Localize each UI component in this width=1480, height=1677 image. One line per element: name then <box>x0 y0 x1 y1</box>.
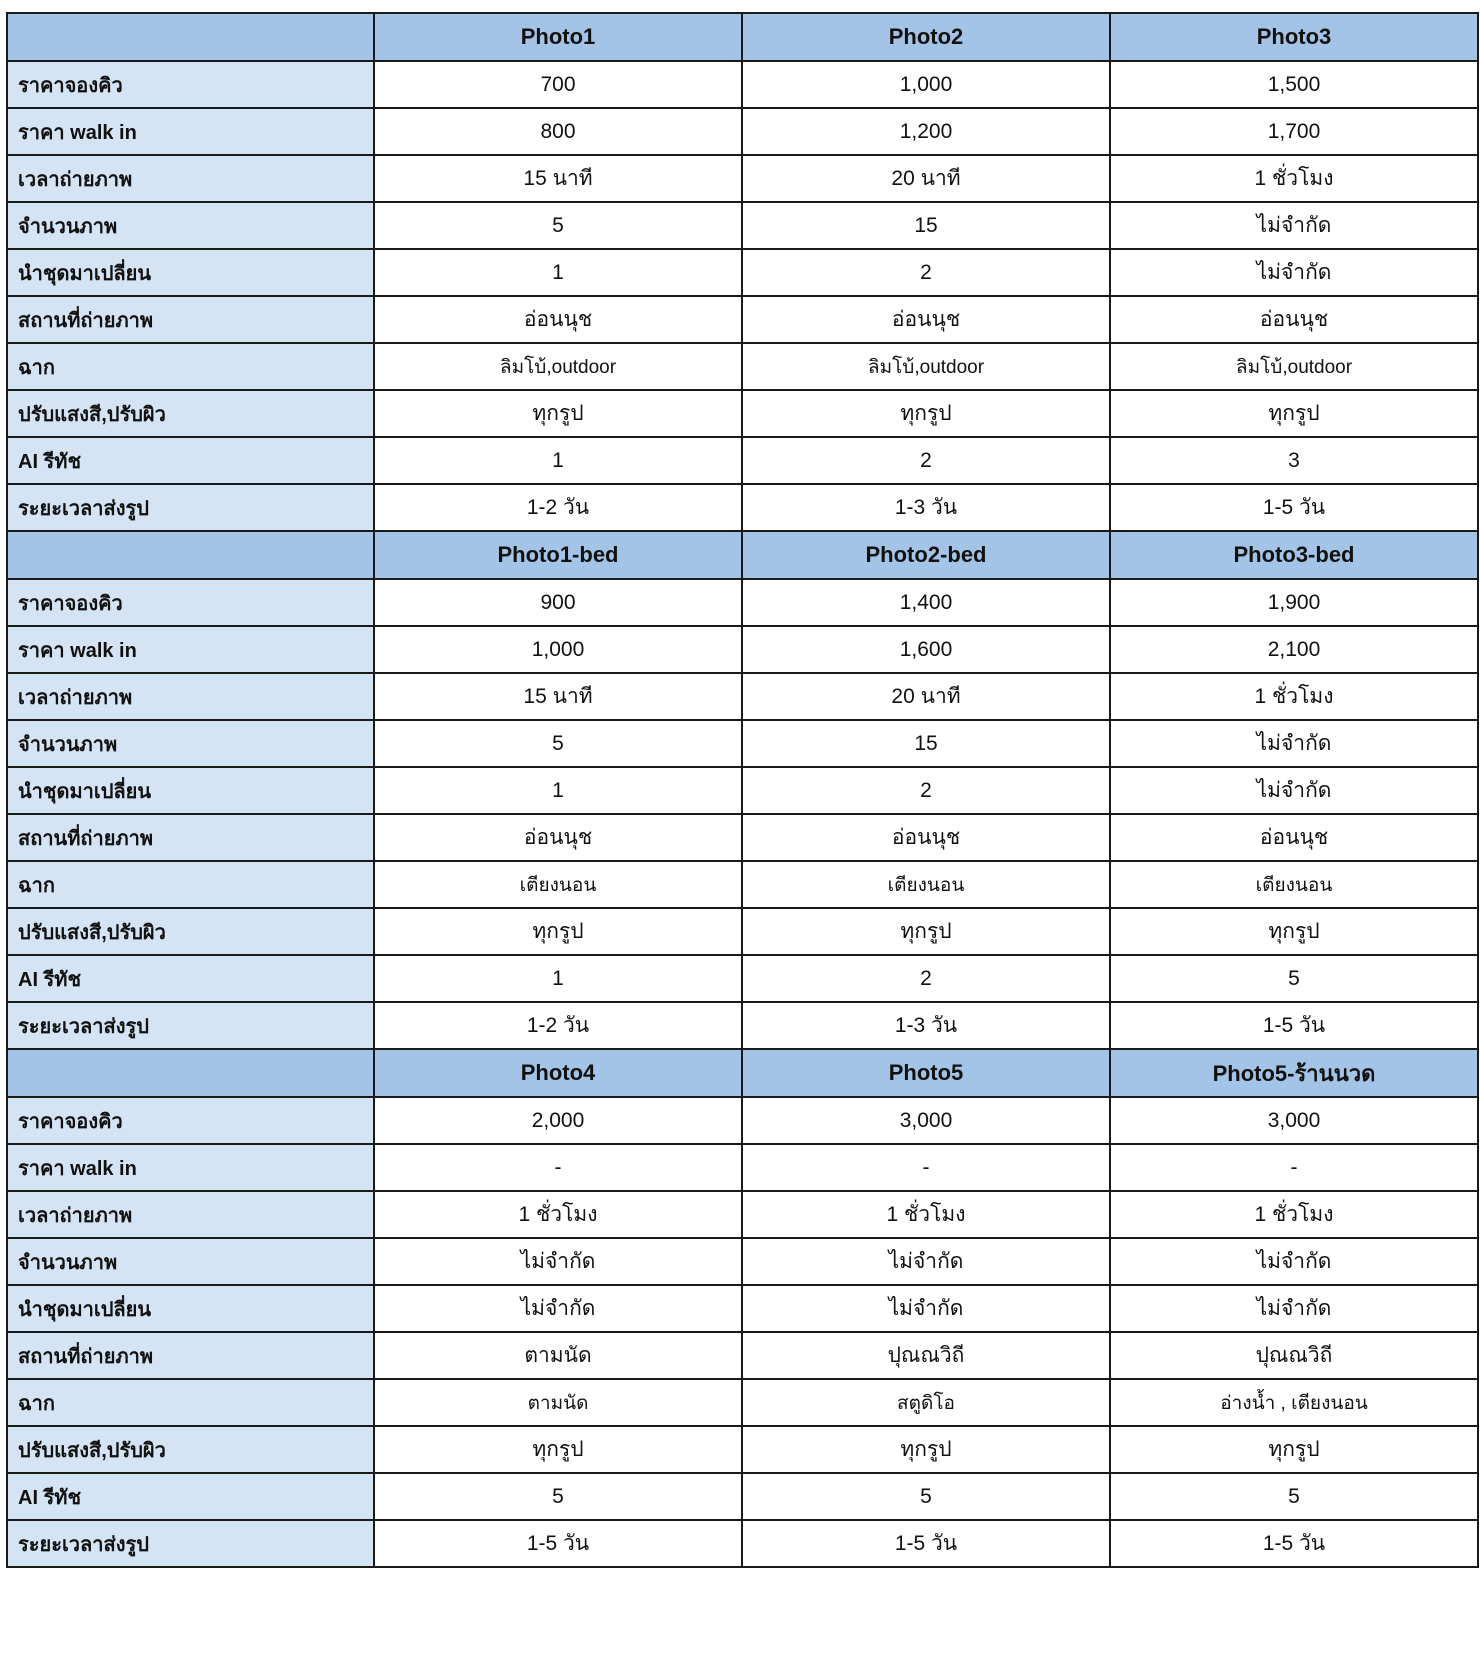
table-cell: 1-3 วัน <box>742 484 1110 531</box>
package-header-row <box>7 1049 1478 1097</box>
package-header-row <box>7 13 1478 61</box>
table-cell: ทุกรูป <box>1110 908 1478 955</box>
row-label: ระยะเวลาส่งรูป <box>7 1002 374 1049</box>
table-row <box>7 1520 1478 1567</box>
table-cell: ตามนัด <box>374 1379 742 1426</box>
table-cell: 1 ชั่วโมง <box>1110 673 1478 720</box>
row-label: ระยะเวลาส่งรูป <box>7 1520 374 1567</box>
header-corner-cell <box>7 13 374 61</box>
table-cell: ทุกรูป <box>374 1426 742 1473</box>
pricing-table <box>6 12 1479 1568</box>
row-label: นำชุดมาเปลี่ยน <box>7 767 374 814</box>
table-cell: 800 <box>374 108 742 155</box>
row-label: AI รีทัช <box>7 437 374 484</box>
table-cell: อ่อนนุช <box>374 296 742 343</box>
table-cell: 1,400 <box>742 579 1110 626</box>
package-name-header: Photo3-bed <box>1110 531 1478 579</box>
row-label: นำชุดมาเปลี่ยน <box>7 249 374 296</box>
table-row <box>7 108 1478 155</box>
table-row <box>7 202 1478 249</box>
table-cell: ปุณณวิถี <box>742 1332 1110 1379</box>
package-name-header: Photo1 <box>374 13 742 61</box>
table-cell: 2,100 <box>1110 626 1478 673</box>
table-row <box>7 1238 1478 1285</box>
row-label: AI รีทัช <box>7 1473 374 1520</box>
table-cell: 5 <box>374 1473 742 1520</box>
table-cell: ไม่จำกัด <box>742 1238 1110 1285</box>
table-cell: 1,900 <box>1110 579 1478 626</box>
row-label: ระยะเวลาส่งรูป <box>7 484 374 531</box>
row-label: AI รีทัช <box>7 955 374 1002</box>
package-header-row <box>7 531 1478 579</box>
table-cell: ไม่จำกัด <box>1110 1238 1478 1285</box>
package-name-header: Photo4 <box>374 1049 742 1097</box>
table-cell: ทุกรูป <box>1110 1426 1478 1473</box>
table-row <box>7 1191 1478 1238</box>
table-cell: ลิมโบ้,outdoor <box>742 343 1110 390</box>
table-cell: 1,500 <box>1110 61 1478 108</box>
table-cell: - <box>1110 1144 1478 1191</box>
table-cell: 1 ชั่วโมง <box>1110 1191 1478 1238</box>
pricing-table-container <box>6 12 1477 1568</box>
table-cell: ไม่จำกัด <box>374 1285 742 1332</box>
table-cell: อ่อนนุช <box>1110 814 1478 861</box>
table-row <box>7 720 1478 767</box>
table-cell: 1,000 <box>374 626 742 673</box>
package-name-header: Photo2-bed <box>742 531 1110 579</box>
table-cell: 1 <box>374 955 742 1002</box>
table-row <box>7 390 1478 437</box>
package-name-header: Photo1-bed <box>374 531 742 579</box>
table-cell: เตียงนอน <box>1110 861 1478 908</box>
table-cell: 1-3 วัน <box>742 1002 1110 1049</box>
table-cell: 1 <box>374 767 742 814</box>
table-row <box>7 249 1478 296</box>
table-cell: 3,000 <box>1110 1097 1478 1144</box>
table-cell: ตามนัด <box>374 1332 742 1379</box>
row-label: เวลาถ่ายภาพ <box>7 155 374 202</box>
table-row <box>7 1097 1478 1144</box>
table-cell: 900 <box>374 579 742 626</box>
row-label: ราคาจองคิว <box>7 1097 374 1144</box>
table-row <box>7 767 1478 814</box>
table-cell: ไม่จำกัด <box>742 1285 1110 1332</box>
table-cell: 1-5 วัน <box>1110 1520 1478 1567</box>
table-cell: 20 นาที <box>742 155 1110 202</box>
table-cell: 5 <box>1110 955 1478 1002</box>
table-row <box>7 343 1478 390</box>
table-cell: 1 ชั่วโมง <box>742 1191 1110 1238</box>
table-row <box>7 484 1478 531</box>
package-name-header: Photo5-ร้านนวด <box>1110 1049 1478 1097</box>
table-cell: 1-5 วัน <box>742 1520 1110 1567</box>
table-row <box>7 1426 1478 1473</box>
table-cell: 2 <box>742 249 1110 296</box>
row-label: สถานที่ถ่ายภาพ <box>7 814 374 861</box>
table-row <box>7 579 1478 626</box>
row-label: ราคา walk in <box>7 626 374 673</box>
row-label: เวลาถ่ายภาพ <box>7 673 374 720</box>
row-label: จำนวนภาพ <box>7 720 374 767</box>
row-label: จำนวนภาพ <box>7 1238 374 1285</box>
table-row <box>7 626 1478 673</box>
row-label: ปรับแสงสี,ปรับผิว <box>7 390 374 437</box>
table-cell: ลิมโบ้,outdoor <box>374 343 742 390</box>
table-cell: 1,600 <box>742 626 1110 673</box>
table-cell: ลิมโบ้,outdoor <box>1110 343 1478 390</box>
table-cell: สตูดิโอ <box>742 1379 1110 1426</box>
table-cell: 1-5 วัน <box>374 1520 742 1567</box>
table-cell: ทุกรูป <box>742 390 1110 437</box>
table-cell: 1,000 <box>742 61 1110 108</box>
table-cell: 5 <box>374 202 742 249</box>
table-cell: 2,000 <box>374 1097 742 1144</box>
table-cell: 2 <box>742 437 1110 484</box>
row-label: ฉาก <box>7 861 374 908</box>
row-label: นำชุดมาเปลี่ยน <box>7 1285 374 1332</box>
table-row <box>7 814 1478 861</box>
table-cell: เตียงนอน <box>742 861 1110 908</box>
table-cell: อ่อนนุช <box>742 814 1110 861</box>
row-label: ราคาจองคิว <box>7 61 374 108</box>
table-row <box>7 1144 1478 1191</box>
row-label: ราคาจองคิว <box>7 579 374 626</box>
table-row <box>7 1473 1478 1520</box>
table-cell: 1-5 วัน <box>1110 1002 1478 1049</box>
table-row <box>7 296 1478 343</box>
table-row <box>7 1002 1478 1049</box>
table-cell: 3 <box>1110 437 1478 484</box>
table-cell: 5 <box>374 720 742 767</box>
table-cell: ไม่จำกัด <box>1110 202 1478 249</box>
table-cell: ไม่จำกัด <box>374 1238 742 1285</box>
table-cell: 1-5 วัน <box>1110 484 1478 531</box>
table-cell: - <box>742 1144 1110 1191</box>
row-label: ฉาก <box>7 343 374 390</box>
row-label: จำนวนภาพ <box>7 202 374 249</box>
table-row <box>7 1285 1478 1332</box>
table-cell: 15 <box>742 720 1110 767</box>
table-row <box>7 955 1478 1002</box>
header-corner-cell <box>7 531 374 579</box>
table-cell: ไม่จำกัด <box>1110 249 1478 296</box>
header-corner-cell <box>7 1049 374 1097</box>
table-cell: 1 ชั่วโมง <box>1110 155 1478 202</box>
table-row <box>7 908 1478 955</box>
table-cell: 20 นาที <box>742 673 1110 720</box>
table-cell: อ่อนนุช <box>1110 296 1478 343</box>
table-row <box>7 861 1478 908</box>
table-cell: ไม่จำกัด <box>1110 1285 1478 1332</box>
table-cell: 15 <box>742 202 1110 249</box>
package-name-header: Photo2 <box>742 13 1110 61</box>
table-cell: ทุกรูป <box>374 908 742 955</box>
row-label: สถานที่ถ่ายภาพ <box>7 296 374 343</box>
table-cell: 1,700 <box>1110 108 1478 155</box>
row-label: ปรับแสงสี,ปรับผิว <box>7 1426 374 1473</box>
row-label: ราคา walk in <box>7 1144 374 1191</box>
package-name-header: Photo5 <box>742 1049 1110 1097</box>
table-row <box>7 673 1478 720</box>
table-cell: 15 นาที <box>374 155 742 202</box>
table-cell: ปุณณวิถี <box>1110 1332 1478 1379</box>
table-cell: 1 <box>374 249 742 296</box>
table-row <box>7 437 1478 484</box>
row-label: ฉาก <box>7 1379 374 1426</box>
table-cell: ทุกรูป <box>374 390 742 437</box>
table-cell: - <box>374 1144 742 1191</box>
table-cell: ไม่จำกัด <box>1110 767 1478 814</box>
table-cell: 1-2 วัน <box>374 484 742 531</box>
table-row <box>7 61 1478 108</box>
table-cell: 2 <box>742 955 1110 1002</box>
row-label: ราคา walk in <box>7 108 374 155</box>
table-cell: ไม่จำกัด <box>1110 720 1478 767</box>
table-cell: อ่อนนุช <box>742 296 1110 343</box>
table-row <box>7 1379 1478 1426</box>
table-cell: 3,000 <box>742 1097 1110 1144</box>
table-cell: 5 <box>742 1473 1110 1520</box>
table-cell: อ่างน้ำ , เตียงนอน <box>1110 1379 1478 1426</box>
table-row <box>7 155 1478 202</box>
table-cell: 700 <box>374 61 742 108</box>
row-label: เวลาถ่ายภาพ <box>7 1191 374 1238</box>
table-cell: อ่อนนุช <box>374 814 742 861</box>
package-name-header: Photo3 <box>1110 13 1478 61</box>
table-cell: 1,200 <box>742 108 1110 155</box>
row-label: ปรับแสงสี,ปรับผิว <box>7 908 374 955</box>
table-cell: 1-2 วัน <box>374 1002 742 1049</box>
table-row <box>7 1332 1478 1379</box>
table-cell: 1 ชั่วโมง <box>374 1191 742 1238</box>
table-cell: ทุกรูป <box>742 1426 1110 1473</box>
table-cell: ทุกรูป <box>742 908 1110 955</box>
table-cell: 2 <box>742 767 1110 814</box>
table-cell: 5 <box>1110 1473 1478 1520</box>
row-label: สถานที่ถ่ายภาพ <box>7 1332 374 1379</box>
table-cell: 15 นาที <box>374 673 742 720</box>
table-cell: เตียงนอน <box>374 861 742 908</box>
table-cell: ทุกรูป <box>1110 390 1478 437</box>
table-cell: 1 <box>374 437 742 484</box>
